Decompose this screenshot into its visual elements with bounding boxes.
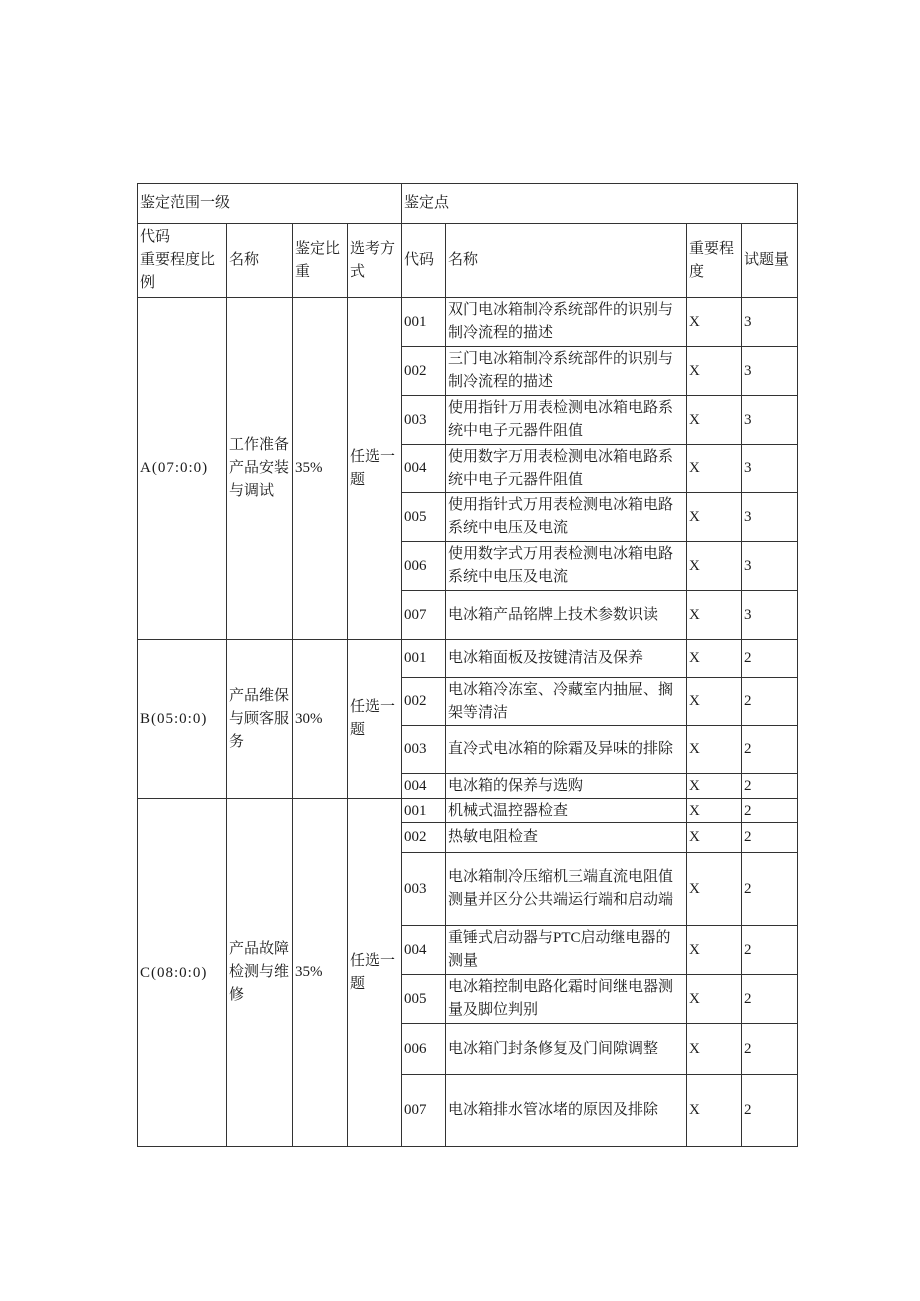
point-count: 3 <box>742 591 798 640</box>
point-count: 2 <box>742 1024 798 1075</box>
ratio-label: 重要程度比例 <box>140 252 216 291</box>
table-row <box>138 298 798 347</box>
point-name: 电冰箱的保养与选购 <box>446 774 687 799</box>
point-code: 001 <box>402 799 446 823</box>
table-row <box>138 799 798 823</box>
col-header-name: 名称 <box>227 224 293 298</box>
point-name: 电冰箱面板及按键清洁及保养 <box>446 640 687 678</box>
assessment-table <box>137 183 798 1147</box>
point-count: 3 <box>742 493 798 542</box>
group-mode: 任选一题 <box>348 640 402 799</box>
point-name: 使用数字万用表检测电冰箱电路系统中电子元器件阻值 <box>446 445 687 493</box>
point-importance: X <box>687 678 742 726</box>
point-name: 使用指针式万用表检测电冰箱电路系统中电压及电流 <box>446 493 687 542</box>
col-header-point-name: 名称 <box>446 224 687 298</box>
point-importance: X <box>687 726 742 774</box>
col-header-point-code: 代码 <box>402 224 446 298</box>
point-name: 电冰箱排水管冰堵的原因及排除 <box>446 1075 687 1147</box>
point-importance: X <box>687 493 742 542</box>
point-name: 使用指针万用表检测电冰箱电路系统中电子元器件阻值 <box>446 396 687 445</box>
group-mode: 任选一题 <box>348 298 402 640</box>
point-importance: X <box>687 640 742 678</box>
point-importance: X <box>687 774 742 799</box>
point-code: 006 <box>402 1024 446 1075</box>
point-header: 鉴定点 <box>402 184 798 224</box>
point-count: 2 <box>742 975 798 1024</box>
point-count: 3 <box>742 445 798 493</box>
point-name: 热敏电阻检查 <box>446 823 687 853</box>
point-count: 2 <box>742 823 798 853</box>
point-importance: X <box>687 799 742 823</box>
point-count: 2 <box>742 853 798 926</box>
point-name: 使用数字式万用表检测电冰箱电路系统中电压及电流 <box>446 542 687 591</box>
point-importance: X <box>687 926 742 975</box>
point-count: 2 <box>742 726 798 774</box>
point-code: 003 <box>402 853 446 926</box>
point-name: 电冰箱冷冻室、冷藏室内抽屉、搁架等清洁 <box>446 678 687 726</box>
point-importance: X <box>687 298 742 347</box>
point-code: 002 <box>402 678 446 726</box>
point-count: 3 <box>742 347 798 396</box>
point-importance: X <box>687 542 742 591</box>
point-code: 004 <box>402 445 446 493</box>
code-label: 代码 <box>140 229 171 245</box>
point-code: 003 <box>402 396 446 445</box>
point-name: 电冰箱控制电路化霜时间继电器测量及脚位判别 <box>446 975 687 1024</box>
point-code: 002 <box>402 347 446 396</box>
point-count: 2 <box>742 640 798 678</box>
header-row-top <box>138 184 798 224</box>
point-name: 电冰箱门封条修复及门间隙调整 <box>446 1024 687 1075</box>
point-importance: X <box>687 396 742 445</box>
point-code: 005 <box>402 493 446 542</box>
point-name: 双门电冰箱制冷系统部件的识别与制冷流程的描述 <box>446 298 687 347</box>
point-count: 3 <box>742 542 798 591</box>
point-importance: X <box>687 445 742 493</box>
point-name: 直冷式电冰箱的除霜及异味的排除 <box>446 726 687 774</box>
point-code: 003 <box>402 726 446 774</box>
group-code: A(07:0:0) <box>138 298 227 640</box>
point-importance: X <box>687 1075 742 1147</box>
col-header-code-ratio <box>138 224 227 298</box>
point-count: 2 <box>742 1075 798 1147</box>
group-weight: 35% <box>293 799 348 1147</box>
point-code: 006 <box>402 542 446 591</box>
point-code: 007 <box>402 591 446 640</box>
point-count: 3 <box>742 396 798 445</box>
point-code: 004 <box>402 774 446 799</box>
group-name: 工作准备产品安装与调试 <box>227 298 293 640</box>
group-code: C(08:0:0) <box>138 799 227 1147</box>
col-header-weight: 鉴定比重 <box>293 224 348 298</box>
point-code: 002 <box>402 823 446 853</box>
group-mode: 任选一题 <box>348 799 402 1147</box>
point-name: 电冰箱制冷压缩机三端直流电阻值测量并区分公共端运行端和启动端 <box>446 853 687 926</box>
scope-header: 鉴定范围一级 <box>138 184 402 224</box>
point-code: 001 <box>402 298 446 347</box>
point-importance: X <box>687 1024 742 1075</box>
group-weight: 35% <box>293 298 348 640</box>
point-count: 3 <box>742 298 798 347</box>
point-code: 004 <box>402 926 446 975</box>
group-weight: 30% <box>293 640 348 799</box>
point-name: 重锤式启动器与PTC启动继电器的测量 <box>446 926 687 975</box>
col-header-mode: 选考方式 <box>348 224 402 298</box>
col-header-importance: 重要程度 <box>687 224 742 298</box>
point-count: 2 <box>742 678 798 726</box>
group-code: B(05:0:0) <box>138 640 227 799</box>
point-code: 007 <box>402 1075 446 1147</box>
header-row-columns <box>138 224 798 298</box>
point-importance: X <box>687 591 742 640</box>
point-importance: X <box>687 853 742 926</box>
group-name: 产品故障检测与维修 <box>227 799 293 1147</box>
point-count: 2 <box>742 926 798 975</box>
point-name: 三门电冰箱制冷系统部件的识别与制冷流程的描述 <box>446 347 687 396</box>
point-name: 电冰箱产品铭牌上技术参数识读 <box>446 591 687 640</box>
point-count: 2 <box>742 799 798 823</box>
col-header-count: 试题量 <box>742 224 798 298</box>
point-count: 2 <box>742 774 798 799</box>
point-code: 001 <box>402 640 446 678</box>
point-importance: X <box>687 347 742 396</box>
table-row <box>138 640 798 678</box>
point-name: 机械式温控器检查 <box>446 799 687 823</box>
group-name: 产品维保与顾客服务 <box>227 640 293 799</box>
point-code: 005 <box>402 975 446 1024</box>
point-importance: X <box>687 823 742 853</box>
point-importance: X <box>687 975 742 1024</box>
